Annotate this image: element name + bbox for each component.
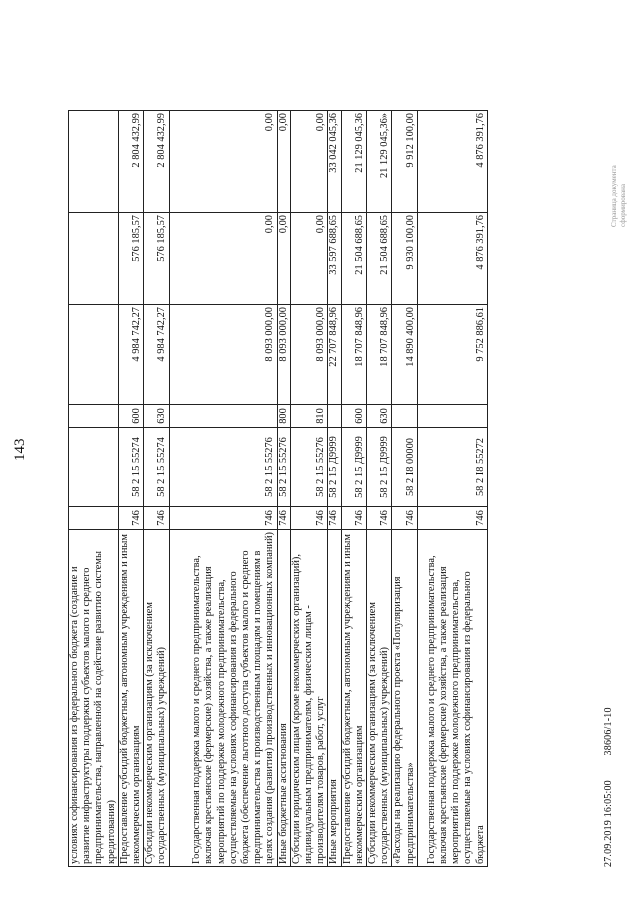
row-amount-2: 33 597 688,65 (328, 213, 341, 305)
row-vr (328, 405, 341, 428)
watermark-line: сформирована (619, 184, 627, 227)
row-name: условиях софинансирования из федерального бюджета (создание и развитие инфраструктуры поддержки субъектов малого и среднего предпринимательства, направленной на содействие развитию системы кредитования) (69, 530, 119, 867)
budget-table (68, 110, 488, 867)
table-row (277, 111, 290, 867)
row-name: Государственная поддержка малого и среднего предпринимательства, включая крестьянские (фермерские) хозяйства, а также реализация мероприятий по поддержке молодежного предпринимательства, осуществляемые на условиях софинансирования из федерального бюджета (417, 530, 487, 867)
row-grbs: 746 (169, 507, 277, 530)
row-amount-3: 0,00 (290, 111, 328, 213)
row-amount-1: 18 707 848,96 (367, 305, 392, 405)
row-amount-3: 21 129 045,36» (367, 111, 392, 213)
row-code: 58 2 15 55276 (277, 428, 290, 507)
row-code: 58 2 I8 00000 (392, 428, 417, 507)
row-grbs: 746 (144, 507, 169, 530)
row-code: 58 2 15 Д9999 (328, 428, 341, 507)
table-row (118, 111, 143, 867)
row-grbs: 746 (341, 507, 366, 530)
table-row (290, 111, 328, 867)
table-row (392, 111, 417, 867)
row-code: 58 2 15 Д9999 (341, 428, 366, 507)
footer-timestamp: 27.09.2019 16:05:00 (603, 780, 614, 867)
row-amount-2: 4 876 391,76 (417, 213, 487, 305)
row-grbs: 746 (392, 507, 417, 530)
row-vr: 630 (367, 405, 392, 428)
table-row (169, 111, 277, 867)
row-vr: 630 (144, 405, 169, 428)
row-amount-2: 576 185,57 (118, 213, 143, 305)
row-amount-3 (69, 111, 119, 213)
row-amount-1: 18 707 848,96 (341, 305, 366, 405)
row-grbs: 746 (118, 507, 143, 530)
row-amount-1 (69, 305, 119, 405)
row-code: 58 2 15 55276 (169, 428, 277, 507)
row-name: Субсидии некоммерческим организациям (за исключением государственных (муниципальных) учреждений) (367, 530, 392, 867)
table-row (417, 111, 487, 867)
row-code (69, 428, 119, 507)
row-name: Государственная поддержка малого и среднего предпринимательства, включая крестьянские (фермерские) хозяйства, а также реализация мероприятий по поддержке молодежного предпринимательства, осуществляемые на условиях софинансирования из федерального бюджета (обеспечение льготного доступа субъектов малого и среднего предпринимательства к производственным площадям и помещениям в целях создания (развития) производственных и инновационных компаний) (169, 530, 277, 867)
row-grbs: 746 (367, 507, 392, 530)
row-amount-2: 21 504 688,65 (367, 213, 392, 305)
row-amount-3: 2 804 432,99 (118, 111, 143, 213)
footer (603, 685, 614, 867)
row-amount-1: 8 093 000,00 (277, 305, 290, 405)
row-amount-1: 4 984 742,27 (144, 305, 169, 405)
row-amount-1: 4 984 742,27 (118, 305, 143, 405)
row-grbs: 746 (417, 507, 487, 530)
row-amount-2 (69, 213, 119, 305)
row-amount-3: 0,00 (277, 111, 290, 213)
row-amount-2: 0,00 (169, 213, 277, 305)
row-grbs (69, 507, 119, 530)
row-name: Предоставление субсидий бюджетным, автономным учреждениям и иным некоммерческим организациям (341, 530, 366, 867)
row-code: 58 2 I8 55272 (417, 428, 487, 507)
row-name: Предоставление субсидий бюджетным, автономным учреждениям и иным некоммерческим организациям (118, 530, 143, 867)
row-amount-2: 21 504 688,65 (341, 213, 366, 305)
row-amount-2: 9 930 100,00 (392, 213, 417, 305)
row-vr: 810 (290, 405, 328, 428)
row-code: 58 2 15 55276 (290, 428, 328, 507)
page-number: 143 (12, 438, 28, 461)
row-amount-3: 0,00 (169, 111, 277, 213)
row-amount-3: 4 876 391,76 (417, 111, 487, 213)
row-vr (392, 405, 417, 428)
table-row (341, 111, 366, 867)
table-row (367, 111, 392, 867)
row-grbs: 746 (290, 507, 328, 530)
row-code: 58 2 15 Д9999 (367, 428, 392, 507)
row-name: Субсидии некоммерческим организациям (за исключением государственных (муниципальных) учреждений) (144, 530, 169, 867)
watermark (610, 165, 628, 227)
table-row (69, 111, 119, 867)
row-amount-3: 2 804 432,99 (144, 111, 169, 213)
row-amount-1: 8 093 000,00 (169, 305, 277, 405)
row-vr: 600 (341, 405, 366, 428)
row-grbs: 746 (328, 507, 341, 530)
row-name: «Расходы на реализацию федерального проекта «Популяризация предпринимательства» (392, 530, 417, 867)
table-row (144, 111, 169, 867)
row-vr (69, 405, 119, 428)
row-vr (417, 405, 487, 428)
row-name: Субсидии юридическим лицам (кроме некоммерческих организаций), индивидуальным предпринимателям, физическим лицам - производителям товаров, работ, услуг (290, 530, 328, 867)
row-amount-1: 8 093 000,00 (290, 305, 328, 405)
row-code: 58 2 15 55274 (118, 428, 143, 507)
row-amount-3: 33 042 045,36 (328, 111, 341, 213)
row-grbs: 746 (277, 507, 290, 530)
row-vr: 800 (277, 405, 290, 428)
row-vr (169, 405, 277, 428)
row-amount-2: 0,00 (277, 213, 290, 305)
row-amount-2: 576 185,57 (144, 213, 169, 305)
row-name: Иные бюджетные ассигнования (277, 530, 290, 867)
row-amount-1: 22 707 848,96 (328, 305, 341, 405)
row-amount-1: 9 752 886,61 (417, 305, 487, 405)
row-amount-2: 0,00 (290, 213, 328, 305)
row-code: 58 2 15 55274 (144, 428, 169, 507)
row-amount-1: 14 890 400,00 (392, 305, 417, 405)
row-amount-3: 21 129 045,36 (341, 111, 366, 213)
table-row (328, 111, 341, 867)
row-amount-3: 9 912 100,00 (392, 111, 417, 213)
row-name: Иные мероприятия (328, 530, 341, 867)
row-vr: 600 (118, 405, 143, 428)
watermark-line: Страница документа (610, 165, 618, 227)
footer-doc-id: 38606/1-10 (603, 707, 614, 756)
